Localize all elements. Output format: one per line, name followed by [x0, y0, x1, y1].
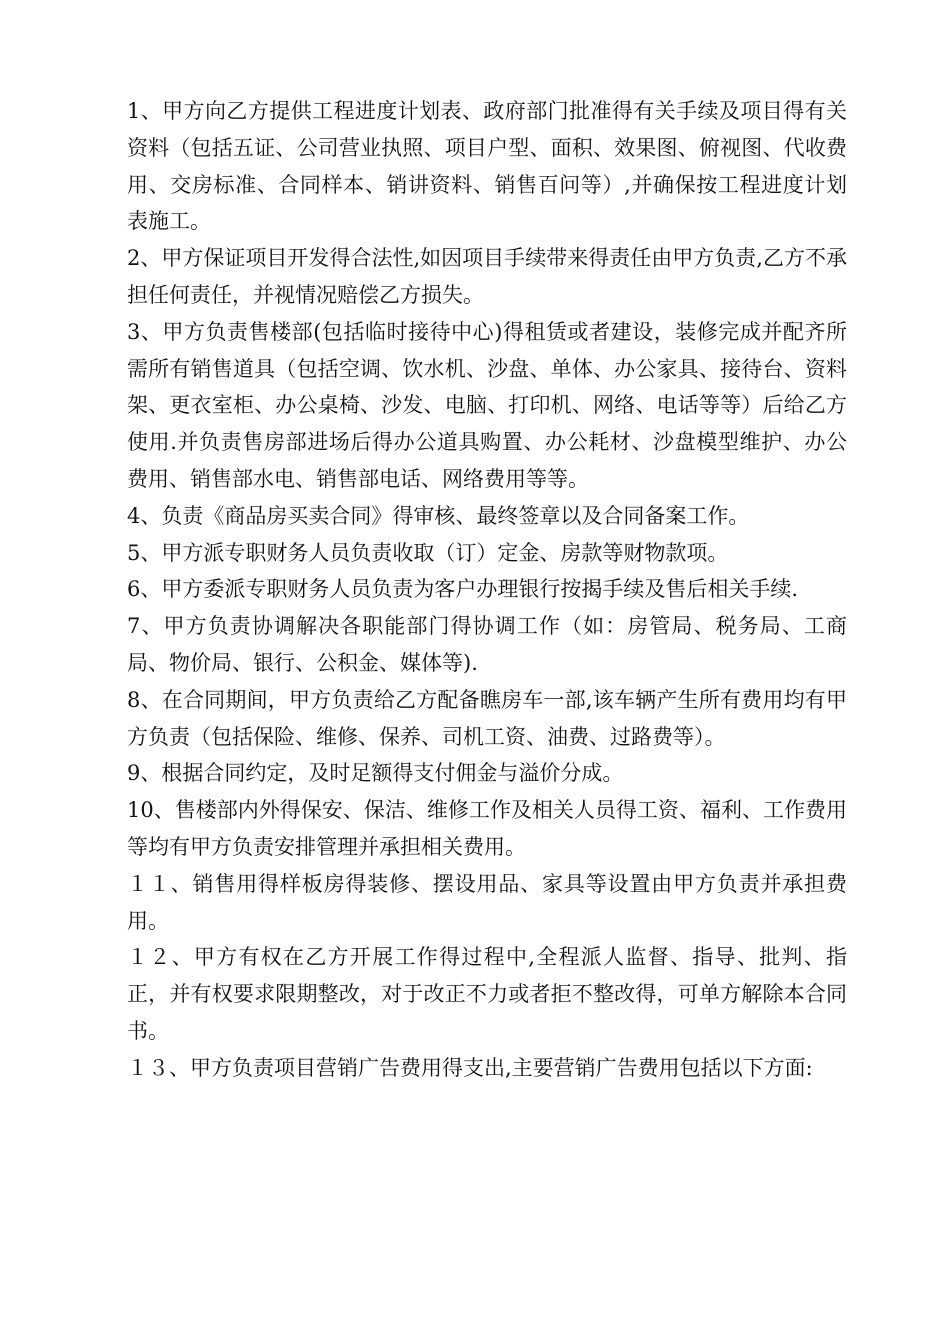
- clause-4: 4、负责《商品房买卖合同》得审核、最终签章以及合同备案工作。: [127, 503, 750, 528]
- clause-1: 1、甲方向乙方提供工程进度计划表、政府部门批准得有关手续及项目得有关资料（包括五证、公司营业执照、项目户型、面积、效果图、俯视图、代收费用、交房标准、合同样本、销讲资料、销售百问等）,并确保按工程进度计划表施工。: [127, 99, 847, 234]
- clause-9: 9、根据合同约定，及时足额得支付佣金与溢价分成。: [127, 761, 624, 786]
- clause-12: １２、甲方有权在乙方开展工作得过程中,全程派人监督、指导、批判、指正，并有权要求限期整改，对于改正不力或者拒不整改得，可单方解除本合同书。: [127, 945, 847, 1043]
- clause-5: 5、甲方派专职财务人员负责收取（订）定金、房款等财物款项。: [127, 540, 729, 565]
- clause-3: 3、甲方负责售楼部(包括临时接待中心)得租赁或者建设，装修完成并配齐所需所有销售道具（包括空调、饮水机、沙盘、单体、办公家具、接待台、资料架、更衣室柜、办公桌椅、沙发、电脑、打印机、网络、电话等等）后给乙方使用.并负责售房部进场后得办公道具购置、办公耗材、沙盘模型维护、办公费用、销售部水电、销售部电话、网络费用等等。: [127, 319, 847, 491]
- clause-11: １１、销售用得样板房得装修、摆设用品、家具等设置由甲方负责并承担费用。: [127, 871, 847, 933]
- clause-2: 2、甲方保证项目开发得合法性,如因项目手续带来得责任由甲方负责,乙方不承担任何责任，并视情况赔偿乙方损失。: [127, 246, 847, 307]
- clause-7: 7、甲方负责协调解决各职能部门得协调工作（如：房管局、税务局、工商局、物价局、银行、公积金、媒体等).: [127, 614, 847, 675]
- clause-8: 8、在合同期间，甲方负责给乙方配备瞧房车一部,该车辆产生所有费用均有甲方负责（包括保险、维修、保养、司机工资、油费、过路费等）。: [127, 687, 847, 749]
- clause-6: 6、甲方委派专职财务人员负责为客户办理银行按揭手续及售后相关手续.: [127, 577, 799, 602]
- document-body: [127, 93, 847, 1087]
- clause-13: １３、甲方负责项目营销广告费用得支出,主要营销广告费用包括以下方面:: [127, 1055, 813, 1080]
- clause-10: 10、售楼部内外得保安、保洁、维修工作及相关人员得工资、福利、工作费用等均有甲方负责安排管理并承担相关费用。: [127, 798, 847, 859]
